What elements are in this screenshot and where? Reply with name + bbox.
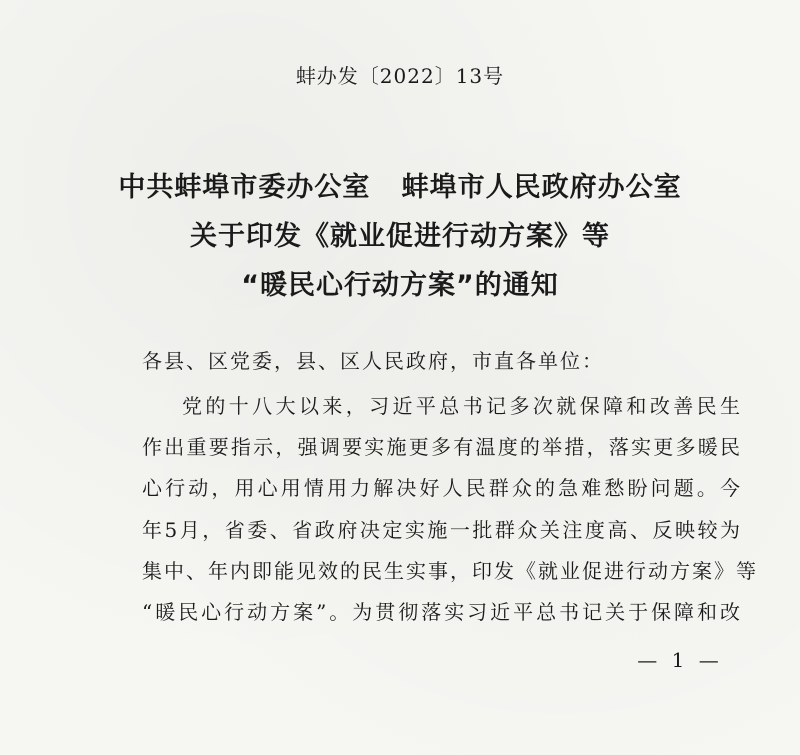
body-line: 作出重要指示，强调要实施更多有温度的举措，落实更多暖民	[142, 435, 742, 459]
body-line: 党的十八大以来，习近平总书记多次就保障和改善民生	[182, 394, 742, 418]
title-line-2: 关于印发《就业促进行动方案》等	[190, 221, 610, 252]
title-line-1: 中共蚌埠市委办公室 蚌埠市人民政府办公室	[118, 172, 682, 203]
addressee: 各县、区党委，县、区人民政府，市直各单位：	[142, 349, 604, 373]
body-line: 集中、年内即能见效的民生实事，印发《就业促进行动方案》等	[142, 559, 758, 583]
page-number: — 1 —	[637, 648, 723, 672]
body-line: “暖民心行动方案”。为贯彻落实习近平总书记关于保障和改	[142, 600, 742, 624]
document-number: 蚌办发〔2022〕13号	[295, 64, 505, 88]
body-line: 年5月，省委、省政府决定实施一批群众关注度高、反映较为	[142, 518, 742, 542]
title-line-3: “暖民心行动方案”的通知	[241, 270, 559, 301]
body-line: 心行动，用心用情用力解决好人民群众的急难愁盼问题。今	[142, 476, 742, 500]
